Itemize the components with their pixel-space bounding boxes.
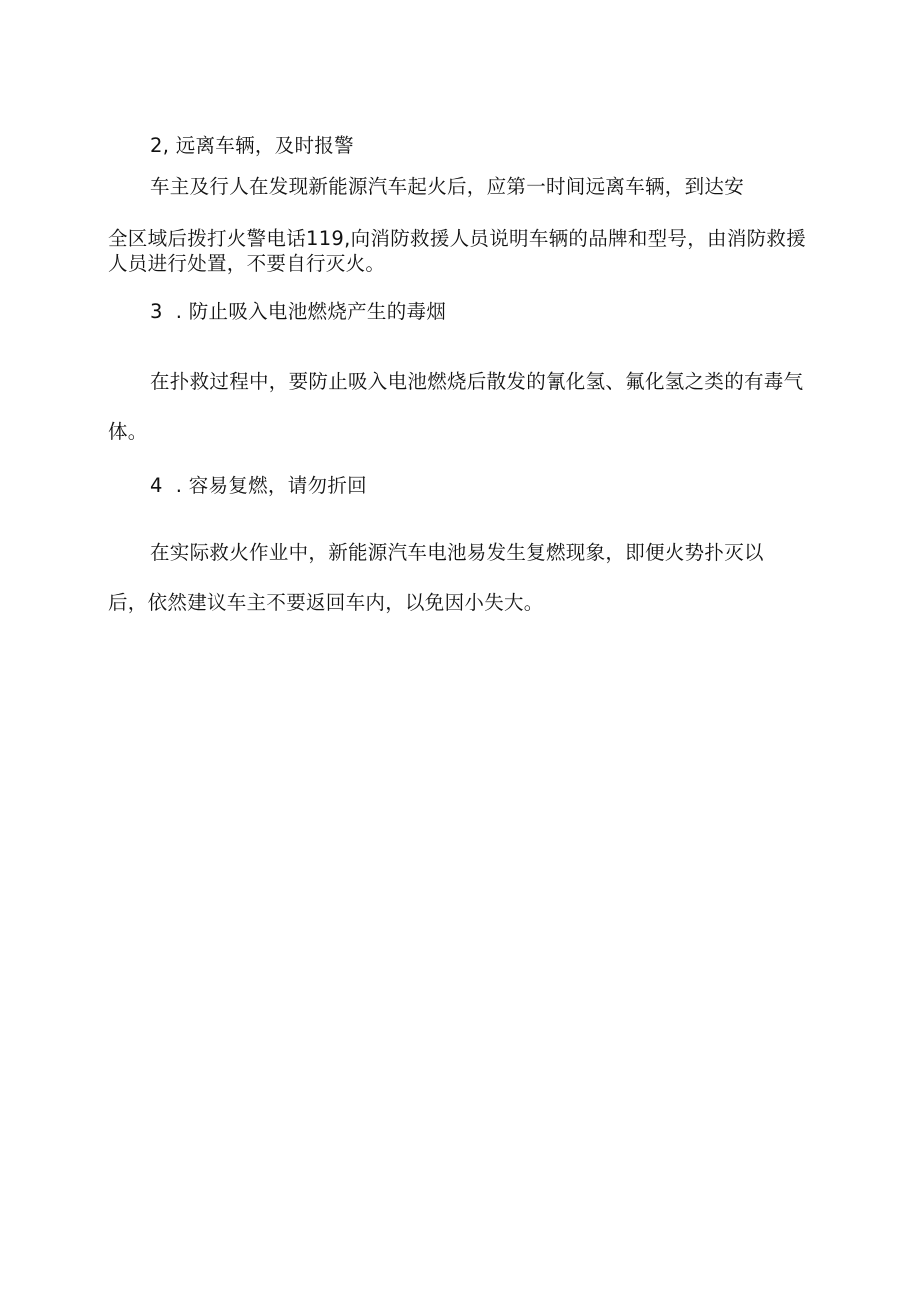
section-3-paragraph-line-1: 在扑救过程中，要防止吸入电池燃烧后散发的氰化氢、氟化氢之类的有毒气 xyxy=(150,370,804,393)
section-2-paragraph-line-2: 全区域后拨打火警电话119,向消防救援人员说明车辆的品牌和型号，由消防救援 xyxy=(108,227,807,250)
section-4-paragraph-line-2: 后，依然建议车主不要返回车内，以免因小失大。 xyxy=(108,591,544,614)
section-4-title: . 容易复燃，请勿折回 xyxy=(175,474,367,497)
section-4-heading xyxy=(150,474,367,498)
section-3-paragraph-line-2: 体。 xyxy=(108,420,148,443)
section-3-heading xyxy=(150,300,446,324)
section-2-heading: 2, 远离车辆，及时报警 xyxy=(150,134,354,157)
section-3-title: . 防止吸入电池燃烧产生的毒烟 xyxy=(175,300,447,323)
section-2-paragraph-line-3: 人员进行处置，不要自行灭火。 xyxy=(108,252,386,275)
section-4-number: 4 xyxy=(150,474,163,497)
section-3-number: 3 xyxy=(150,300,163,323)
section-4-paragraph-line-1: 在实际救火作业中，新能源汽车电池易发生复燃现象，即便火势扑灭以 xyxy=(150,541,764,564)
section-2-paragraph-line-1: 车主及行人在发现新能源汽车起火后，应第一时间远离车辆，到达安 xyxy=(150,175,745,198)
